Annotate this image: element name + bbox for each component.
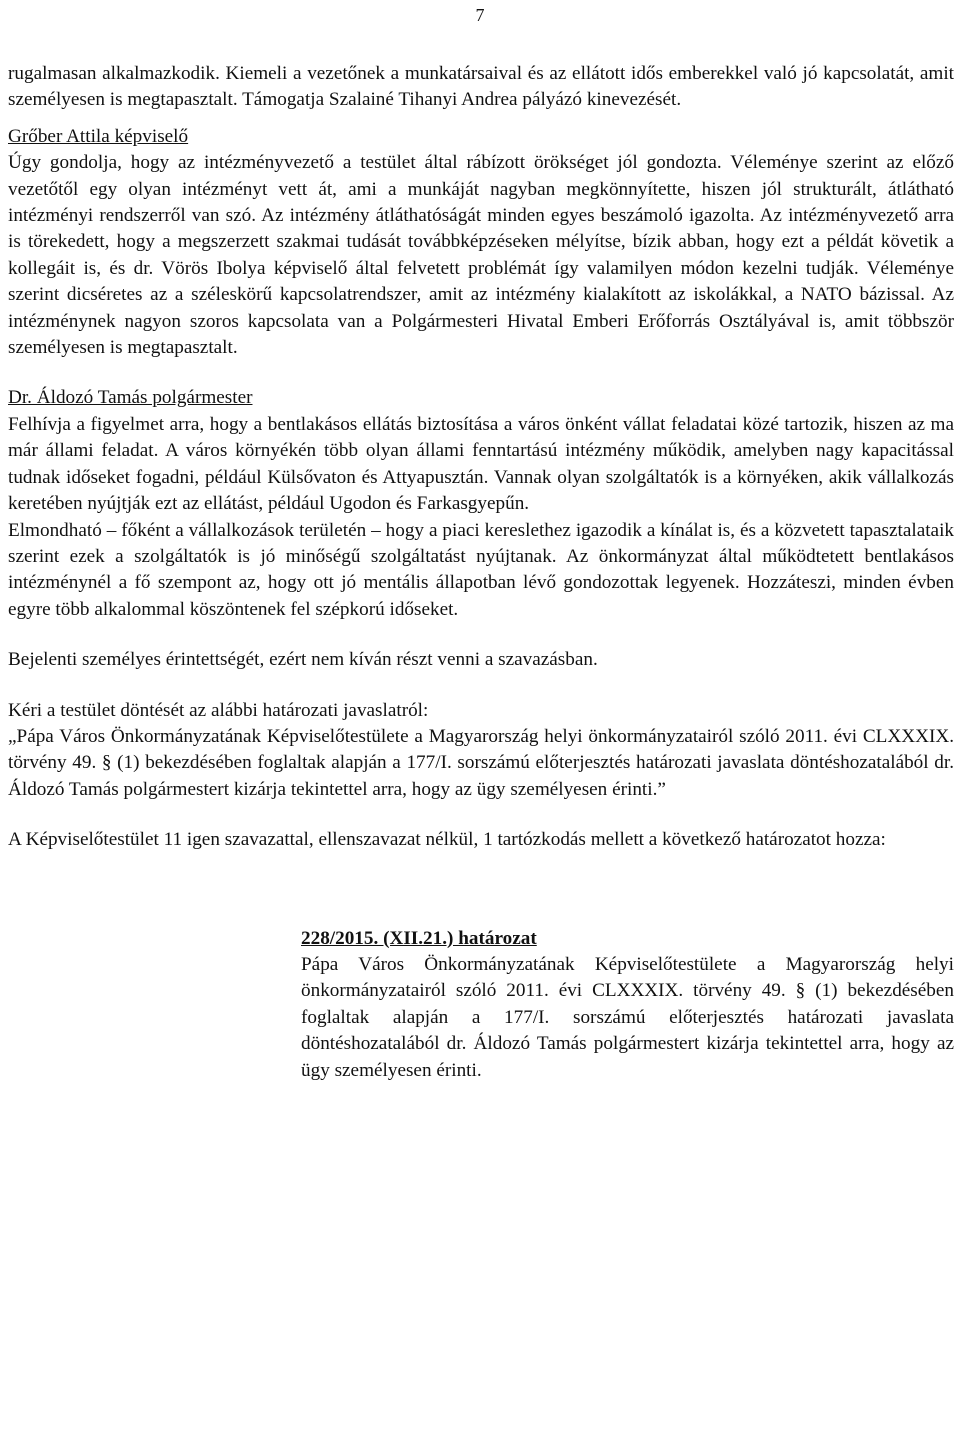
speaker-heading: Grőber Attila képviselő xyxy=(8,125,189,147)
speaker-statement: Felhívja a figyelmet arra, hogy a bentlakásos ellátás biztosítása a város önként vállat feladatai közé tartozik, hiszen az ma már állami feladat. A város környékén több olyan állami fenntartású intézmény működik, amelyben nagy kapacitással tudnak időseket fogadni, például Külsővaton és Attyapusztán. Vannak olyan szolgáltatók is a környéken, akik vállalkozás keretében nyújtják ezt az ellátást, például Ugodon és Farkasgyepűn. xyxy=(8,413,954,515)
proposal-intro: Kéri a testület döntését az alábbi határozati javaslatról: xyxy=(8,699,429,721)
speaker-statement: Úgy gondolja, hogy az intézményvezető a testület által rábízott örökséget jól gondozta. Véleménye szerint az előző vezetőtől egy olyan intézményt vett át, ami a munkáját nagyban megkönnyítette, hiszen jól strukturált, átlátható intézményi rendszerről van szó. Az intézmény átláthatóságát minden egyes beszámoló igazolta. Az intézményvezető arra is törekedett, hogy a megszerzett szakmai tudását továbbképzéseken mélyítse, bízik abban, hogy ezt a példát követik a kollegáit is, és dr. Vörös Ibolya képviselő által felvetett problémát így valamilyen módon kezelni tudják. Véleménye szerint dicséretes az a széleskörű kapcsolatrendszer, amit az intézmény kialakított az iskolákkal, a NATO bázissal. Az intézménynek nagyon szoros kapcsolata van a Polgármesteri Hivatal Emberi Erőforrás Osztályával is, amit többször személyesen is megtapasztalt. xyxy=(8,152,954,359)
document-body xyxy=(8,61,954,1084)
proposal-text: „Pápa Város Önkormányzatának Képviselőtestülete a Magyarország helyi önkormányzatairól szóló 2011. évi CLXXXIX. törvény 49. § (1) bekezdésében foglaltak alapján a 177/I. sorszámú előterjesztés határozati javaslata döntéshozatalából dr. Áldozó Tamás polgármestert kizárja tekintettel arra, hogy az ügy személyesen érinti.” xyxy=(8,725,954,800)
page-number: 7 xyxy=(475,5,485,25)
announcement: Bejelenti személyes érintettségét, ezért nem kíván részt venni a szavazásban. xyxy=(8,649,598,671)
resolution-title: 228/2015. (XII.21.) határozat xyxy=(301,927,537,949)
vote-result: A Képviselőtestület 11 igen szavazattal, ellenszavazat nélkül, 1 tartózkodás mellett a következő határozatot hozza: xyxy=(8,829,886,851)
resolution-block xyxy=(301,926,954,1084)
speaker-heading: Dr. Áldozó Tamás polgármester xyxy=(8,387,253,409)
resolution-text: Pápa Város Önkormányzatának Képviselőtestülete a Magyarország helyi önkormányzatairól szóló 2011. évi CLXXXIX. törvény 49. § (1) bekezdésében foglaltak alapján a 177/I. sorszámú előterjesztés határozati javaslata döntéshozatalából dr. Áldozó Tamás polgármestert kizárja tekintettel arra, hogy az ügy személyesen érinti. xyxy=(301,953,954,1081)
paragraph-continuation: rugalmasan alkalmazkodik. Kiemeli a vezetőnek a munkatársaival és az ellátott idős emberekkel való jó kapcsolatát, amit személyesen is megtapasztalt. Támogatja Szalainé Tihanyi Andrea pályázó kinevezését. xyxy=(8,63,954,111)
speaker-statement: Elmondható – főként a vállalkozások területén – hogy a piaci kereslethez igazodik a kínálat is, és a közvetett tapasztalataik szerint ezek a szolgáltatók is jó minőségű szolgáltatást nyújtanak. Az önkormányzat által működtetett bentlakásos intézménynél a fő szempont az, hogy ott jó mentális állapotban lévő gondozottak legyenek. Hozzáteszi, minden évben egyre több alkalommal köszöntenek fel szépkorú időseket. xyxy=(8,519,954,620)
